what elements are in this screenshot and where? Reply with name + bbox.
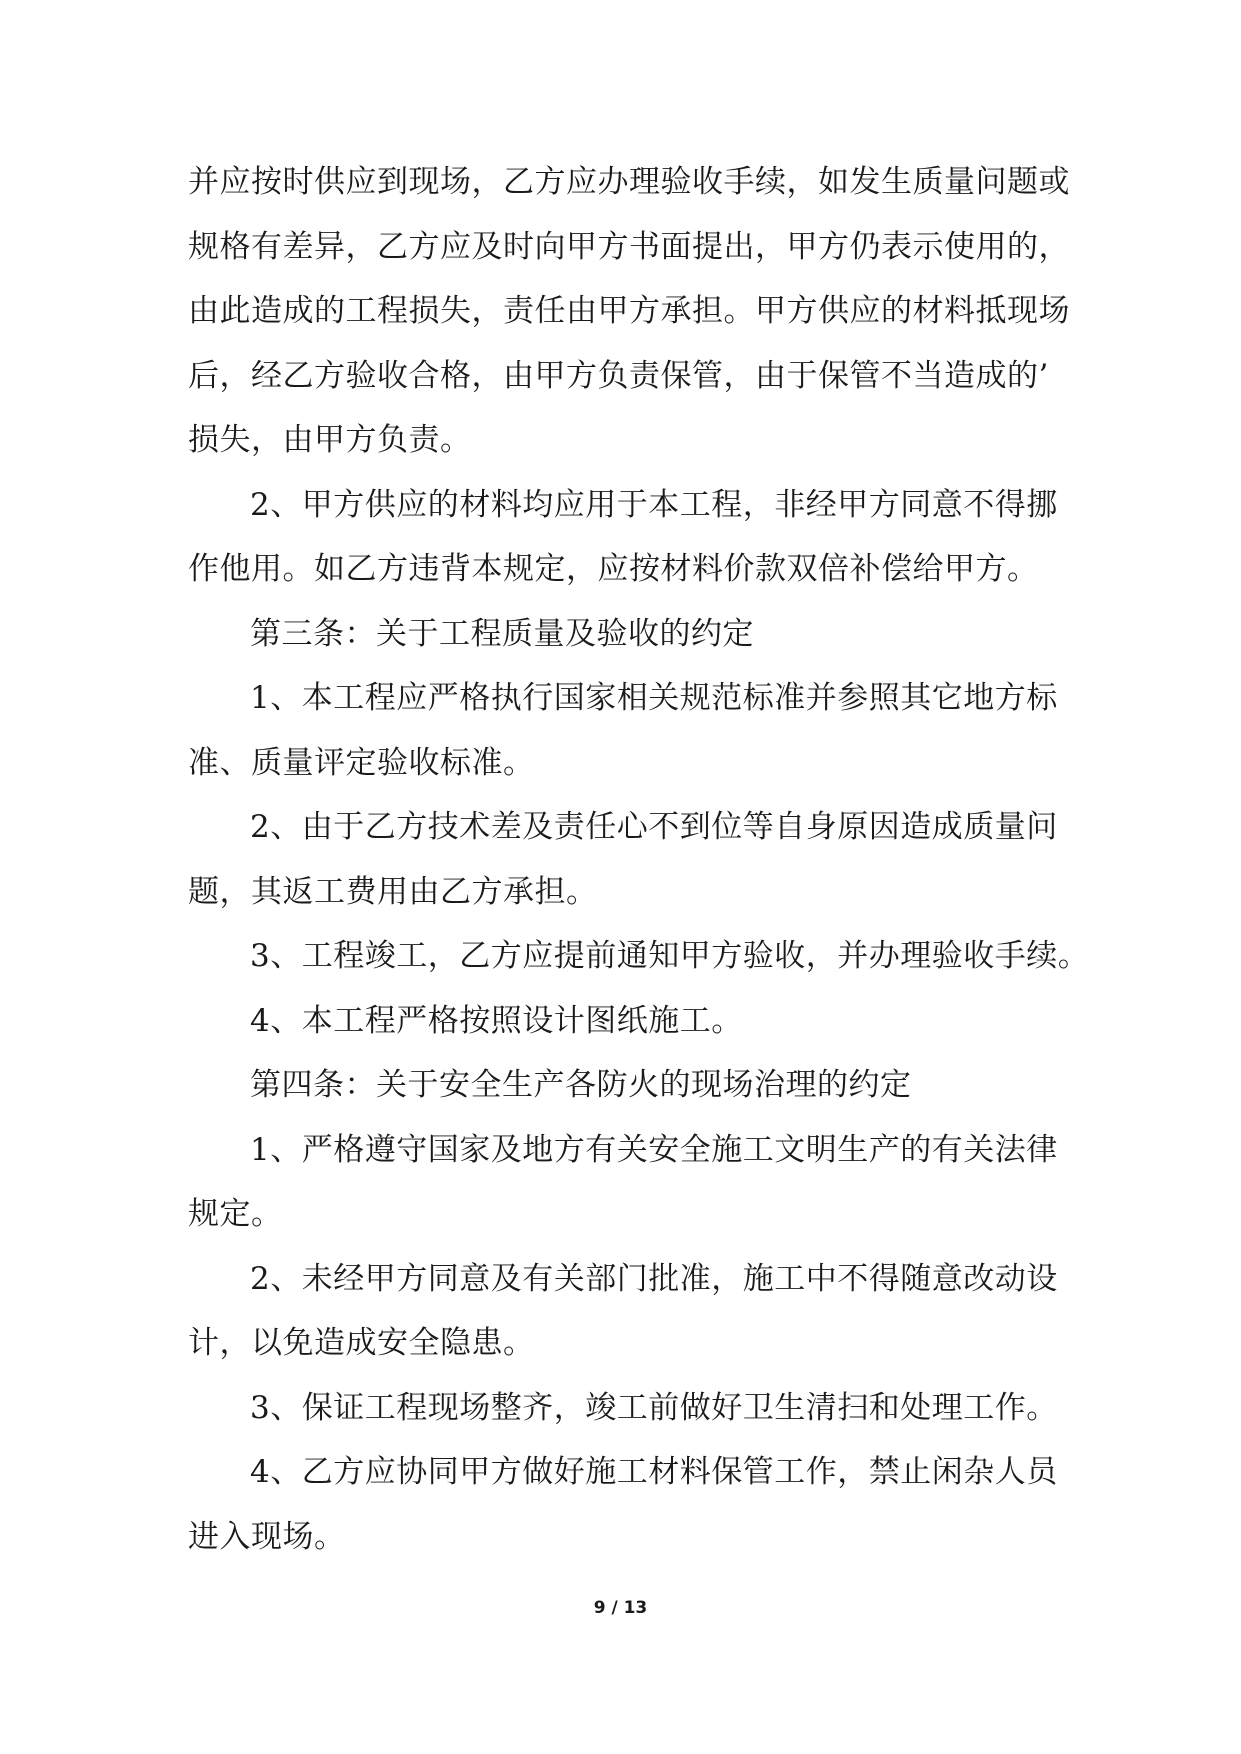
text-line: 作他用。如乙方违背本规定，应按材料价款双倍补偿给甲方。 [188, 551, 1039, 587]
text-line: 损失，由甲方负责。 [188, 422, 472, 458]
paragraph-start-line: 4、本工程严格按照设计图纸施工。 [250, 1002, 743, 1039]
text-line: 后，经乙方验收合格，由甲方负责保管，由于保管不当造成的’ [188, 357, 1049, 394]
text-line: 规格有差异，乙方应及时向甲方书面提出，甲方仍表示使用的， [188, 228, 1070, 265]
paragraph-start-line: 4、乙方应协同甲方做好施工材料保管工作，禁止闲杂人员 [250, 1454, 1058, 1490]
text-line: 计，以免造成安全隐患。 [188, 1325, 535, 1361]
text-line: 进入现场。 [188, 1518, 346, 1555]
section-heading: 第四条：关于安全生产各防火的现场治理的约定 [250, 1067, 912, 1103]
page-number: 9 / 13 [593, 1598, 648, 1618]
paragraph-start-line: 2、由于乙方技术差及责任心不到位等自身原因造成质量问 [250, 809, 1058, 845]
document-body [188, 150, 1090, 1569]
paragraph-start-line: 3、保证工程现场整齐，竣工前做好卫生清扫和处理工作。 [250, 1389, 1058, 1426]
text-line: 并应按时供应到现场，乙方应办理验收手续，如发生质量问题或 [188, 164, 1070, 200]
paragraph-start-line: 1、本工程应严格执行国家相关规范标准并参照其它地方标 [250, 680, 1058, 716]
paragraph-start-line: 2、甲方供应的材料均应用于本工程，非经甲方同意不得挪 [250, 486, 1058, 523]
section-heading: 第三条：关于工程质量及验收的约定 [250, 615, 754, 652]
paragraph-start-line: 2、未经甲方同意及有关部门批准，施工中不得随意改动设 [250, 1260, 1058, 1297]
paragraph-start-line: 1、严格遵守国家及地方有关安全施工文明生产的有关法律 [250, 1131, 1058, 1168]
paragraph-start-line: 3、工程竣工，乙方应提前通知甲方验收，并办理验收手续。 [250, 938, 1090, 974]
text-line: 规定。 [188, 1196, 283, 1232]
text-line: 题，其返工费用由乙方承担。 [188, 873, 598, 910]
text-line: 由此造成的工程损失，责任由甲方承担。甲方供应的材料抵现场 [188, 293, 1070, 329]
text-line: 准、质量评定验收标准。 [188, 744, 535, 781]
